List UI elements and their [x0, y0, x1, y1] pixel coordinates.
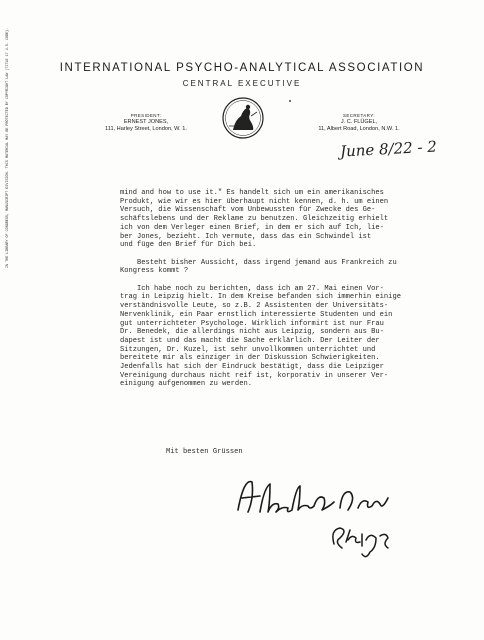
body-line: schäftslebens und der Reklame zu benutzen. Gleichzeitig erhielt — [120, 215, 389, 224]
body-line: Produkt, wie wir es hier überhaupt nicht kennen, d. h. um einen — [120, 197, 389, 206]
body-line — [120, 276, 472, 285]
body-line: trag in Leipzig hielt. In dem Kreise befanden sich immerhin einige — [120, 293, 401, 302]
body-line: Dr. Benedek, die allerdings nicht aus Leipzig, sondern aus Bu- — [120, 328, 384, 337]
president-name: ERNEST JONES, — [123, 119, 169, 125]
body-line: Vereinigung durchaus nicht reif ist, korporativ in unserer Ver- — [120, 371, 389, 380]
body-line: Nervenklinik, ein Paar ernstlich interessierte Studenten und ein — [120, 310, 393, 319]
body-line: und füge den Brief für Dich bei. — [120, 241, 257, 250]
library-copyright-notice: IN THE LIBRARY OF CONGRESS, MANUSCRIPT DIVISION. THIS MATERIAL MAY BE PROTECTED BY COPYRIGHT LAW (TITLE 17 U.S. CODE). — [6, 27, 10, 268]
president-block — [86, 113, 206, 132]
body-line: ber Jones, bezieht. Ich vermute, dass das ein Schwindel ist — [120, 232, 372, 241]
secretary-name: J. C. FLÜGEL, — [340, 119, 378, 125]
body-line — [120, 250, 472, 259]
body-line: Kongress kommt ? — [120, 267, 189, 276]
secretary-address: 11, Albert Road, London, N.W. 1. — [318, 126, 400, 132]
body-line: Sitzungen, Dr. Kuzel, ist sehr unvollkommen unterrichtet und — [120, 345, 376, 354]
secretary-block — [300, 113, 418, 132]
president-role: PRESIDENT: — [130, 113, 162, 118]
association-seal-icon — [221, 96, 265, 140]
body-line: dapest ist und das macht die Sache erklärlich. Der Leiter der — [120, 336, 380, 345]
handwritten-signature — [230, 468, 430, 578]
letter-closing: Mit besten Grüssen — [166, 448, 243, 456]
letter-body — [120, 189, 472, 389]
body-line: mind and how to use it." Es handelt sich um ein amerikanisches — [120, 189, 384, 197]
body-line: Versuch, die Wissenschaft vom Unbewussten für Zwecke des Ge- — [120, 206, 376, 215]
letterhead-organization: INTERNATIONAL PSYCHO-ANALYTICAL ASSOCIATION — [59, 62, 425, 74]
body-line: bereitete mir als einziger in der Diskussion Schwierigkeiten. — [120, 354, 380, 363]
letterhead-subtitle: CENTRAL EXECUTIVE — [182, 79, 302, 88]
body-line: Ich habe noch zu berichten, dass ich am 27. Mai einen Vor- — [120, 284, 384, 293]
body-line: verständnisvolle Leute, so z.B. 2 Assistenten der Universitäts- — [120, 302, 389, 311]
body-line: gut unterrichteter Psychologe. Wirklich informirt ist nur Frau — [120, 319, 384, 328]
body-line: einigung aufgenommen zu werden. — [120, 380, 252, 389]
body-line: ich von dem Verleger einen Brief, in dem er sich auf Ich, lie- — [120, 223, 384, 232]
president-address: 111, Harley Street, London, W. 1. — [105, 126, 187, 132]
scan-artifact — [289, 100, 291, 102]
secretary-role: SECRETARY: — [342, 113, 376, 118]
body-line: Besteht bisher Aussicht, dass irgend jemand aus Frankreich zu — [120, 258, 397, 267]
body-line: Jedenfalls hat sich der Eindruck bestätigt, dass die Leipziger — [120, 363, 384, 372]
handwritten-date: June 8/22 - 2 — [339, 137, 438, 161]
